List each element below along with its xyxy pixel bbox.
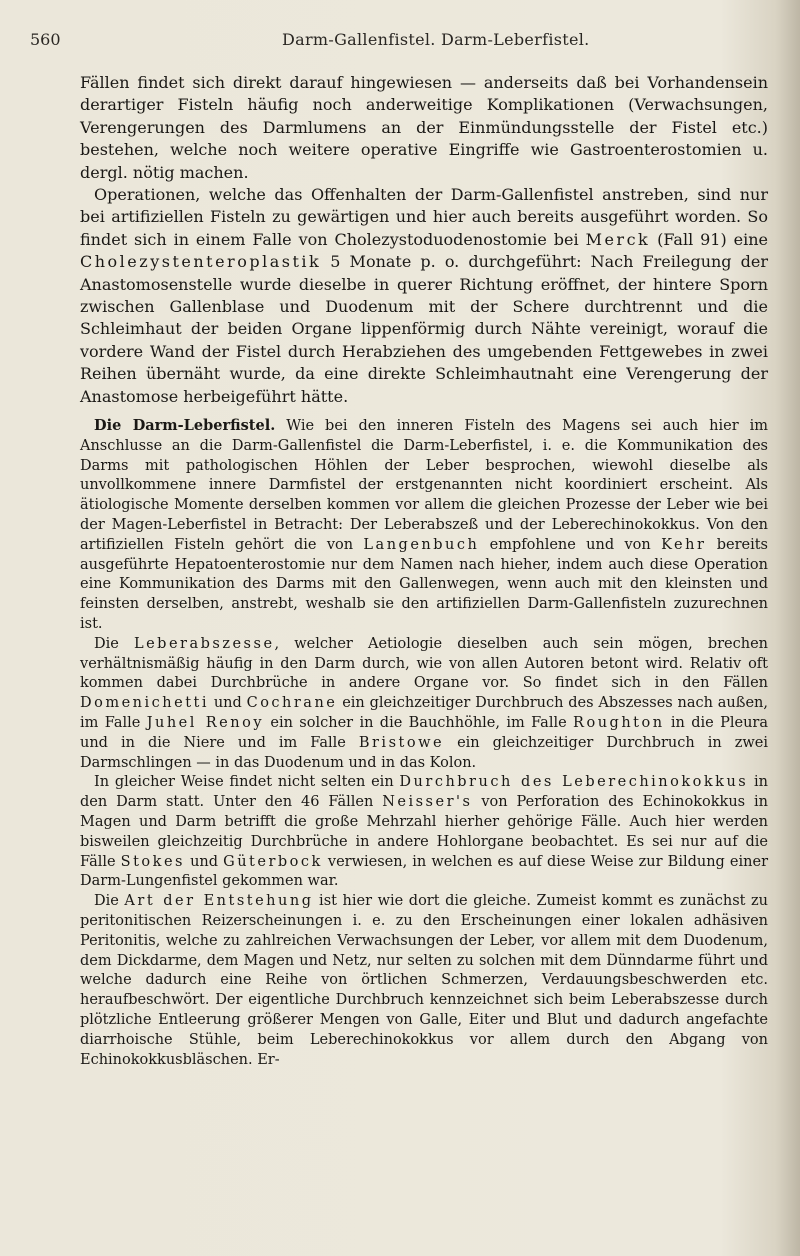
term-cholezystenteroplastik: Cholezystenteroplastik	[80, 252, 322, 272]
author-merck: Merck	[585, 229, 651, 249]
text-run: ein solcher in die Bauchhöhle, im Falle	[264, 715, 574, 732]
text-run: von Perforation des Echinokokkus in Magen und Darm betrifft die große Mehrzahl hierher gehörige Fälle. Auch hier werden bisweilen gleichzeitig Durchbrüche in andere Hohlorgane beobachtet. Es sei nur auf die Fälle	[80, 794, 768, 870]
text-run: (Fall 91) eine	[650, 229, 769, 249]
term-leberabszesse: Leberabszesse	[133, 635, 275, 652]
term-durchbruch: Durchbruch des Leberechinokokkus	[399, 774, 749, 791]
paragraph-entstehung	[80, 892, 768, 1070]
text-run: ein gleichzeitiger Durchbruch in zwei Darmschlingen — in das Duodenum und in das Kolon.	[80, 734, 768, 771]
paragraph-echinokokkus	[80, 773, 768, 892]
section-heading: Die Darm-Leberfistel.	[94, 417, 276, 435]
author-juhel-renoy: Juhel Renoy	[146, 715, 265, 732]
text-run: ist hier wie dort die gleiche. Zumeist kommt es zunächst zu peritonitischen Reizerscheinungen i. e. zu den Erscheinungen einer lokalen adhäsiven Peritonitis, welche zu zahlreichen Verwachsungen der Leber, vor allem mit dem Duodenum, dem Dickdarme, dem Magen und Netz, nur selten zu solchen mit dem Dünndarme führt und welche dadurch eine Reihe von örtlichen Schmerzen, Verdauungsbeschwerden etc. heraufbeschwört. Der eigentliche Durchbruch kennzeichnet sich beim Leberabszesse durch plötzliche Entleerung größerer Mengen von Galle, Eiter und Blut und dadurch angefachte diarrhoische Stühle, beim Leberechinokokkus vor allem durch den Abgang von Echinokokkusbläschen. Er-	[80, 893, 769, 1068]
text-run: 5 Monate p. o. durchgeführt: Nach Freilegung der Anastomosenstelle wurde dieselbe in querer Richtung eröffnet, der hintere Sporn zwischen Gallenblase und Duodenum mit der Schere durchtrennt und die Schleimhaut der beiden Organe lippenförmig durch Nähte vereinigt, worauf die vordere Wand der Fistel durch Herabziehen des umgebenden Fettgewebes in zwei Reihen übernäht wurde, da eine direkte Schleimhautnaht eine Verengerung der Anastomose herbeigeführt hätte.	[80, 252, 768, 406]
text-run: Fällen findet sich direkt darauf hingewiesen — anderseits daß bei Vorhandensein derartiger Fisteln häufig noch anderweitige Komplikationen (Verwachsungen, Verengerungen des Darmlumens an der Einmündungsstelle der Fistel etc.) bestehen, welche noch weitere operative Eingriffe wie Gastroenterostomien u. dergl. nötig machen.	[80, 73, 768, 182]
author-roughton: Roughton	[573, 715, 665, 732]
author-stokes: Stokes	[120, 853, 185, 870]
author-domenichetti: Domenichetti	[80, 695, 209, 712]
text-run: In gleicher Weise findet nicht selten ein	[94, 774, 400, 791]
text-run: in den Darm statt. Unter den 46 Fällen	[80, 774, 768, 811]
text-run: und	[184, 853, 224, 870]
author-kehr: Kehr	[661, 536, 707, 553]
text-run: empfohlene und von	[479, 536, 662, 553]
term-art-der-entstehung: Art der Entstehung	[124, 893, 314, 910]
text-run: Die	[94, 635, 134, 652]
text-run: Die	[94, 893, 125, 910]
text-run: verwiesen, in welchen es auf diese Weise zur Bildung einer Darm-Lungenfistel gekommen war.	[80, 853, 768, 890]
text-run: , welcher Aetiologie dieselben auch sein mögen, brechen verhältnismäßig häufig in den Darm durch, wie von allen Autoren betont wird. Relativ oft kommen dabei Durchbrüche in andere Organe vor. So findet sich in den Fällen	[80, 635, 768, 692]
paragraph-leberabszesse	[80, 635, 768, 774]
author-langenbuch: Langenbuch	[363, 536, 480, 553]
text-run: in die Pleura und in die Niere und im Falle	[80, 715, 769, 751]
running-header	[30, 30, 750, 54]
text-run: ein gleichzeitiger Durchbruch des Abszesses nach außen, im Falle	[80, 695, 768, 732]
text-run: Operationen, welche das Offenhalten der Darm-Gallenfistel anstreben, sind nur bei artifiziellen Fisteln zu gewärtigen und hier auch bereits ausgeführt worden. So findet sich in einem Falle von Cholezystoduodenostomie bei	[80, 185, 768, 249]
author-bristowe: Bristowe	[358, 734, 445, 751]
running-title: Darm-Gallenfistel. Darm-Leberfistel.	[282, 30, 590, 49]
body-text	[80, 72, 768, 1070]
paragraph-operations	[80, 184, 768, 408]
author-neisser: Neisser's	[382, 794, 473, 811]
text-run: Wie bei den inneren Fisteln des Magens sei auch hier im Anschlusse an die Darm-Gallenfistel die Darm-Leberfistel, i. e. die Kommunikation des Darms mit pathologischen Höhlen der Leber besprochen, wiewohl dieselbe als unvollkommene innere Darmfistel der erstgenannten nicht koordiniert erscheint. Als ätiologische Momente derselben kommen vor allem die gleichen Prozesse der Leber wie bei der Magen-Leberfistel in Betracht: Der Leberabszeß und der Leberechinokokkus. Von den artifiziellen Fisteln gehört die von	[80, 418, 768, 553]
text-run: bereits ausgeführte Hepatoenterostomie nur dem Namen nach hieher, indem auch diese Operation eine Kommunikation des Darms mit den Gallenwegen, wenn auch mit den kleinsten und feinsten derselben, anstrebt, weshalb sie den artifiziellen Darm-Gallenfisteln zuzurechnen ist.	[80, 536, 768, 633]
page-number: 560	[30, 30, 61, 49]
paragraph-continuation	[80, 72, 768, 184]
text-run: und	[209, 695, 247, 712]
paragraph-darm-leberfistel	[80, 416, 768, 635]
author-guterbock: Güterbock	[223, 853, 323, 870]
author-cochrane: Cochrane	[246, 695, 338, 712]
